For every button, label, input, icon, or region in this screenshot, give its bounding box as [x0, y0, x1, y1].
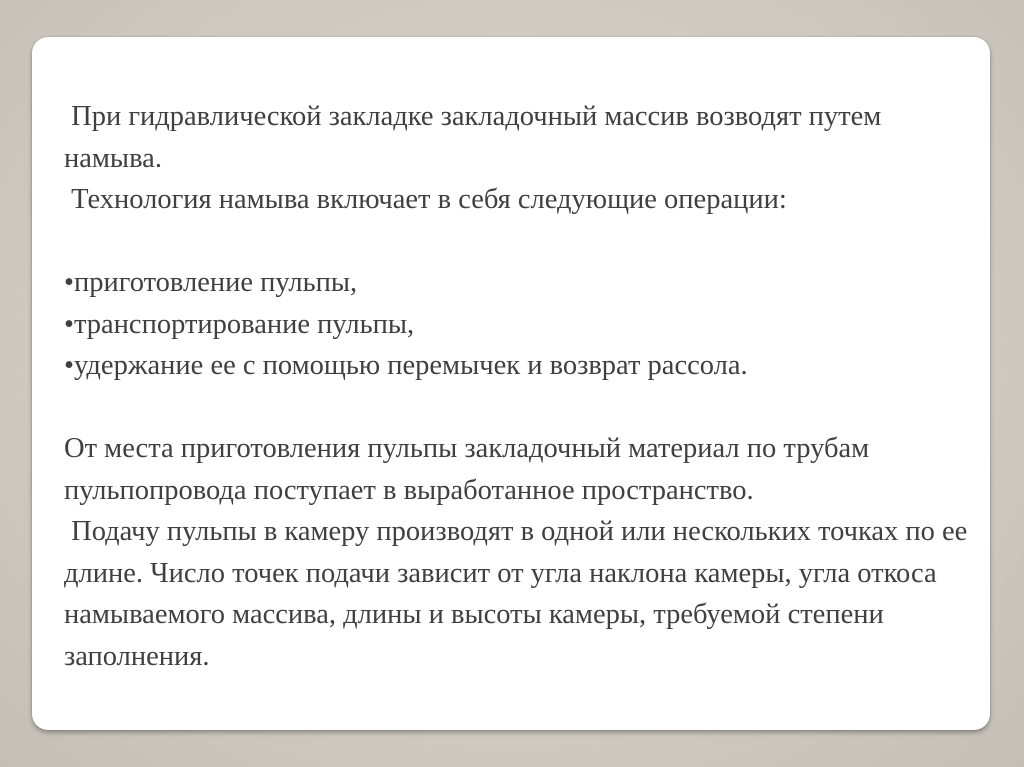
- operation-item: •удержание ее с помощью перемычек и возврат рассола.: [64, 350, 748, 381]
- technology-intro-paragraph: Технология намыва включает в себя следующие операции:: [64, 184, 787, 215]
- intro-paragraph: При гидравлической закладке закладочный массив возводят путем намыва.: [64, 101, 889, 174]
- operations-list: [64, 262, 976, 387]
- slide-text: [64, 96, 976, 677]
- operation-item: •приготовление пульпы,: [64, 267, 358, 298]
- blank-line: [64, 387, 976, 429]
- operation-item: •транспортирование пульпы,: [64, 308, 415, 340]
- blank-line: [64, 221, 976, 263]
- feed-paragraph: Подачу пульпы в камеру производят в одной или нескольких точках по ее длине. Число точек подачи зависит от угла наклона камеры, угла откоса намываемого массива, длины и высоты камеры, требуемой степени заполнения.: [64, 516, 975, 672]
- transport-paragraph: От места приготовления пульпы закладочный материал по трубам пульпопровода поступает в выработанное пространство.: [64, 433, 877, 506]
